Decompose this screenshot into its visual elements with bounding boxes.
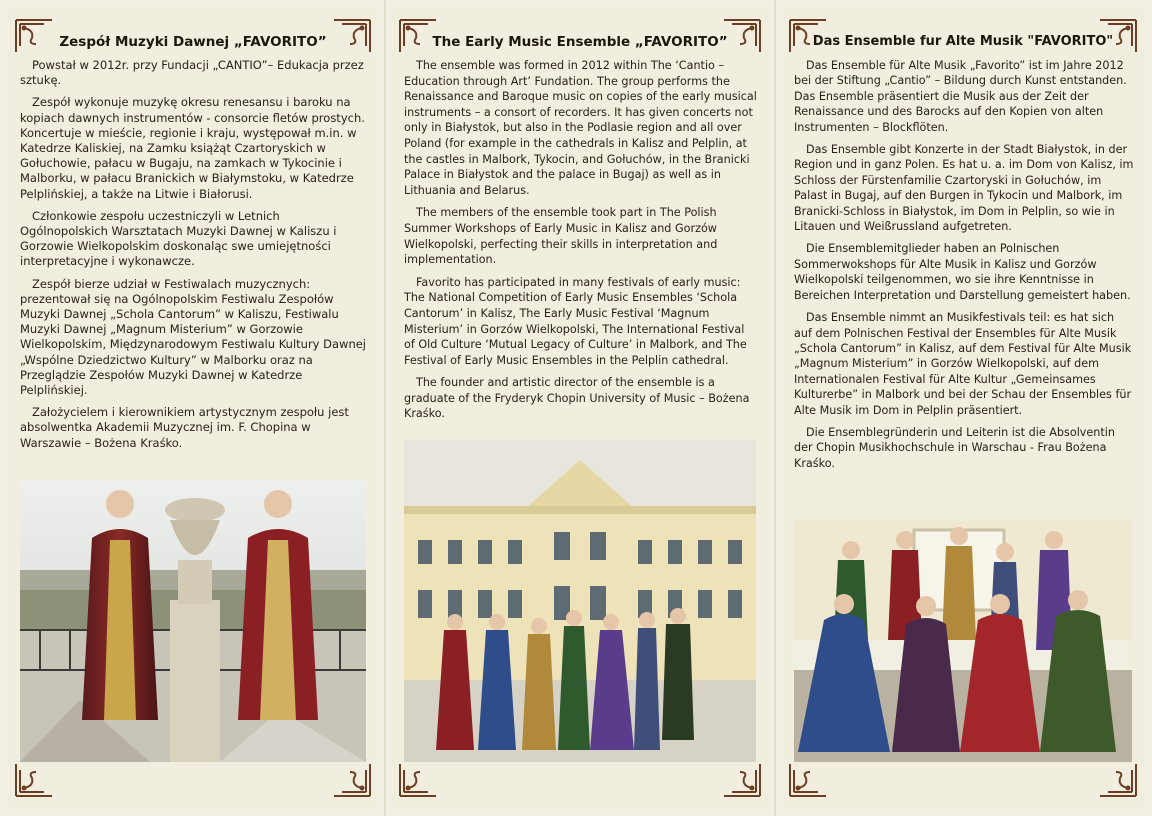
- photo-ensemble-interior: [794, 520, 1132, 762]
- paragraph: Zespół bierze udział w Festiwalach muzycznych: prezentował się na Ogólnopolskim Festiwalu Zespołów Muzyki Dawnej „Schola Cantorum” w Kaliszu, Festiwalu Muzyki Dawnej „Magnum Misterium” w Gorzowie Wielkopolskim, Międzynarodowym Festiwalu Kultury Dawnej „Wspólne Dziedzictwo Kultury” w Malborku oraz na Przeglądzie Zespołów Muzyki Dawnej w Katedrze Pelplińskiej.: [20, 276, 366, 398]
- photo-two-musicians-balcony: [20, 480, 366, 762]
- corner-ornament-icon: [14, 762, 54, 798]
- fold-line-right: [774, 0, 776, 816]
- corner-ornament-icon: [1098, 762, 1138, 798]
- paragraph: Die Ensemblegründerin und Leiterin ist die Absolventin der Chopin Musikhochschule in Warschau - Frau Bożena Kraśko.: [794, 425, 1115, 470]
- paragraph: Favorito has participated in many festivals of early music: The National Competition of Early Music Ensembles ‘Schola Cantorum’ in Kalisz, The Early Music Festival ‘Magnum Misterium’ in Gorzów Wielkopolski, The International Festival of Old Culture ‘Mutual Legacy of Culture’ in Malbork, and The Festival of Early Music Ensembles in the Pelplin cathedral.: [404, 275, 747, 367]
- panel-title: Das Ensemble fur Alte Musik "FAVORITO": [812, 34, 1114, 49]
- paragraph: Założycielem i kierownikiem artystycznym zespołu jest absolwentka Akademii Muzycznej im. F. Chopina w Warszawie – Bożena Kraśko.: [20, 405, 349, 450]
- fold-line-left: [384, 0, 386, 816]
- panel-body: [20, 58, 368, 458]
- corner-ornament-icon: [788, 762, 828, 798]
- paragraph: Das Ensemble nimmt an Musikfestivals teil: es hat sich auf dem Polnischen Festival der Ensembles für Alte Musik „Schola Cantorum” in Kalisz, auf dem Festival für Alte Musik „Magnum Misterium” in Gorzów Wielkopolski, auf dem Internationalen Festival für Alte Kultur „Gemeinsames Kulturerbe” in Malbork und bei der Schau der Ensembles für Alte Musik im Dom in Pelplin präsentiert.: [794, 311, 1132, 417]
- photo-ensemble-palace: [404, 440, 756, 762]
- panel-title: Zespół Muzyki Dawnej „FAVORITO”: [59, 34, 327, 50]
- paragraph: The founder and artistic director of the ensemble is a graduate of the Fryderyk Chopin University of Music – Bożena Kraśko.: [404, 376, 750, 421]
- corner-ornament-icon: [398, 762, 438, 798]
- panel-body: [794, 58, 1134, 478]
- panel-title: The Early Music Ensemble „FAVORITO”: [432, 34, 728, 50]
- panel-german: [782, 6, 1144, 810]
- paragraph: Das Ensemble für Alte Musik „Favorito” ist im Jahre 2012 bei der Stiftung „Cantio” – Bildung durch Kunst entstanden. Das Ensemble präsentiert die Musik aus der Zeit der Renaissance und des Barocks auf den Kopien von alten Instrumenten – Blockflöten.: [794, 59, 1127, 134]
- paragraph: Zespół wykonuje muzykę okresu renesansu i baroku na kopiach dawnych instrumentów - consorcie fletów prostych. Koncertuje w mieście, regionie i kraju, występował m.in. w Katedrze Kaliskiej, na Zamku książąt Czartoryskich w Gołuchowie, pałacu w Bugaju, na zamkach w Tykocinie i Malborku, w pałacu Branickich w Białymstoku, w Katedrze Pelplińskiej, a także na Litwie i Białorusi.: [20, 95, 365, 201]
- panel-body: [404, 58, 758, 429]
- paragraph: Die Ensemblemitglieder haben an Polnischen Sommerwokshops für Alte Musik in Kalisz und Gorzów Wielkopolski teilgenommen, wo sie ihre Kenntnisse in Bereichen Interpretation und Darstellung gemeistert haben.: [794, 242, 1131, 302]
- paragraph: The ensemble was formed in 2012 within The ‘Cantio – Education through Art’ Fundation. The group performs the Renaissance and Baroque music on copies of the early musical instruments – a consort of recorders. It has given concerts not only in Białystok, but also in the Podlasie region and all over Poland (for example in the cathedrals in Kalisz and Pelplin, at the castles in Malbork, Tykocin, and Gołuchów, in the Branicki Palace in Białystok and the palace in Bugaj) as well as in Lithuania and Belarus.: [404, 59, 757, 197]
- corner-ornament-icon: [722, 762, 762, 798]
- corner-ornament-icon: [332, 762, 372, 798]
- paragraph: Das Ensemble gibt Konzerte in der Stadt Białystok, in der Region und in ganz Polen. Es hat u. a. im Dom von Kalisz, im Schloss der Fürstenfamilie Czartoryski in Gołuchów, im Palast in Bugaj, auf den Burgen in Tykocin und Malbork, im Branicki-Schloss in Białystok, im Dom in Pelplin, so wie in Litauen und Weißrussland aufgetreten.: [794, 143, 1134, 234]
- panel-english: [392, 6, 768, 810]
- panel-polish: [8, 6, 378, 810]
- paragraph: The members of the ensemble took part in The Polish Summer Workshops of Early Music in Kalisz and Gorzów Wielkopolski, perfecting their skills in interpretation and implementation.: [404, 206, 718, 267]
- paragraph: Członkowie zespołu uczestniczyli w Letnich Ogólnopolskich Warsztatach Muzyki Dawnej w Kaliszu i Gorzowie Wielkopolskim doskonaląc swe umiejętności interpretacyjne i wykonawcze.: [20, 208, 337, 269]
- paragraph: Powstał w 2012r. przy Fundacji „CANTIO”– Edukacja przez sztukę.: [20, 58, 364, 88]
